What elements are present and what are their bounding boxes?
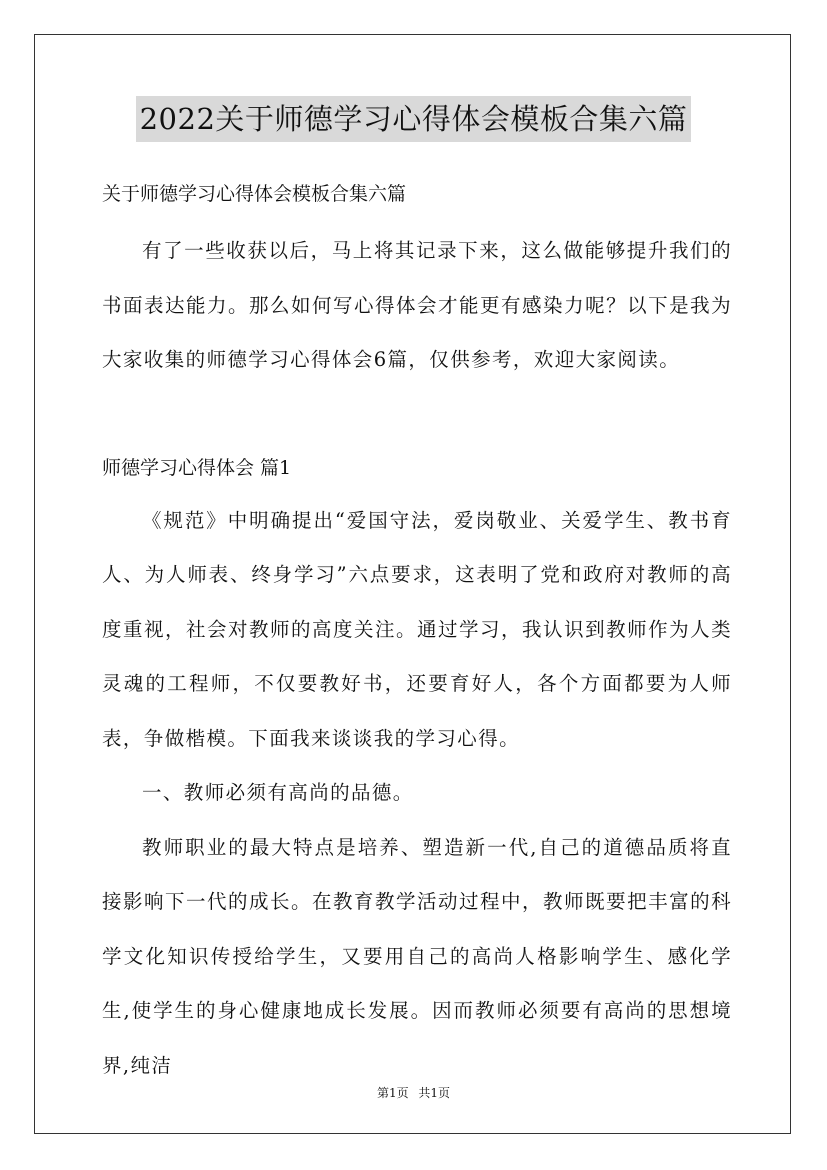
section-gap <box>102 388 732 446</box>
document-body <box>102 172 732 1093</box>
document-title: 2022关于师德学习心得体会模板合集六篇 <box>136 96 692 142</box>
page-number: 第1页 <box>376 1086 409 1100</box>
body-paragraph: 一、教师必须有高尚的品德。 <box>142 781 414 804</box>
body-paragraph: 《规范》中明确提出“爱国守法，爱岗敬业、关爱学生、教书育人、为人师表、终身学习”六点要求，这表明了党和政府对教师的高度重视，社会对教师的高度关注。通过学习，我认识到教师作为人类灵魂的工程师，不仅要教好书，还要育好人，各个方面都要为人师表，争做楷模。下面我来谈谈我的学习心得。 <box>102 508 732 750</box>
intro-paragraph: 有了一些收获以后，马上将其记录下来，这么做能够提升我们的书面表达能力。那么如何写心得体会才能更有感染力呢？以下是我为大家收集的师德学习心得体会6篇，仅供参考，欢迎大家阅读。 <box>102 239 732 371</box>
page-footer <box>0 1084 827 1101</box>
document-subtitle: 关于师德学习心得体会模板合集六篇 <box>102 183 407 205</box>
title-wrap <box>0 96 827 142</box>
section-heading: 师德学习心得体会 篇1 <box>102 456 292 479</box>
page-total: 共1页 <box>418 1086 451 1100</box>
body-paragraph: 教师职业的最大特点是培养、塑造新一代,自己的道德品质将直接影响下一代的成长。在教育教学活动过程中，教师既要把丰富的科学文化知识传授给学生，又要用自己的高尚人格影响学生、感化学生,使学生的身心健康地成长发展。因而教师必须要有高尚的思想境界,纯洁 <box>102 835 732 1077</box>
